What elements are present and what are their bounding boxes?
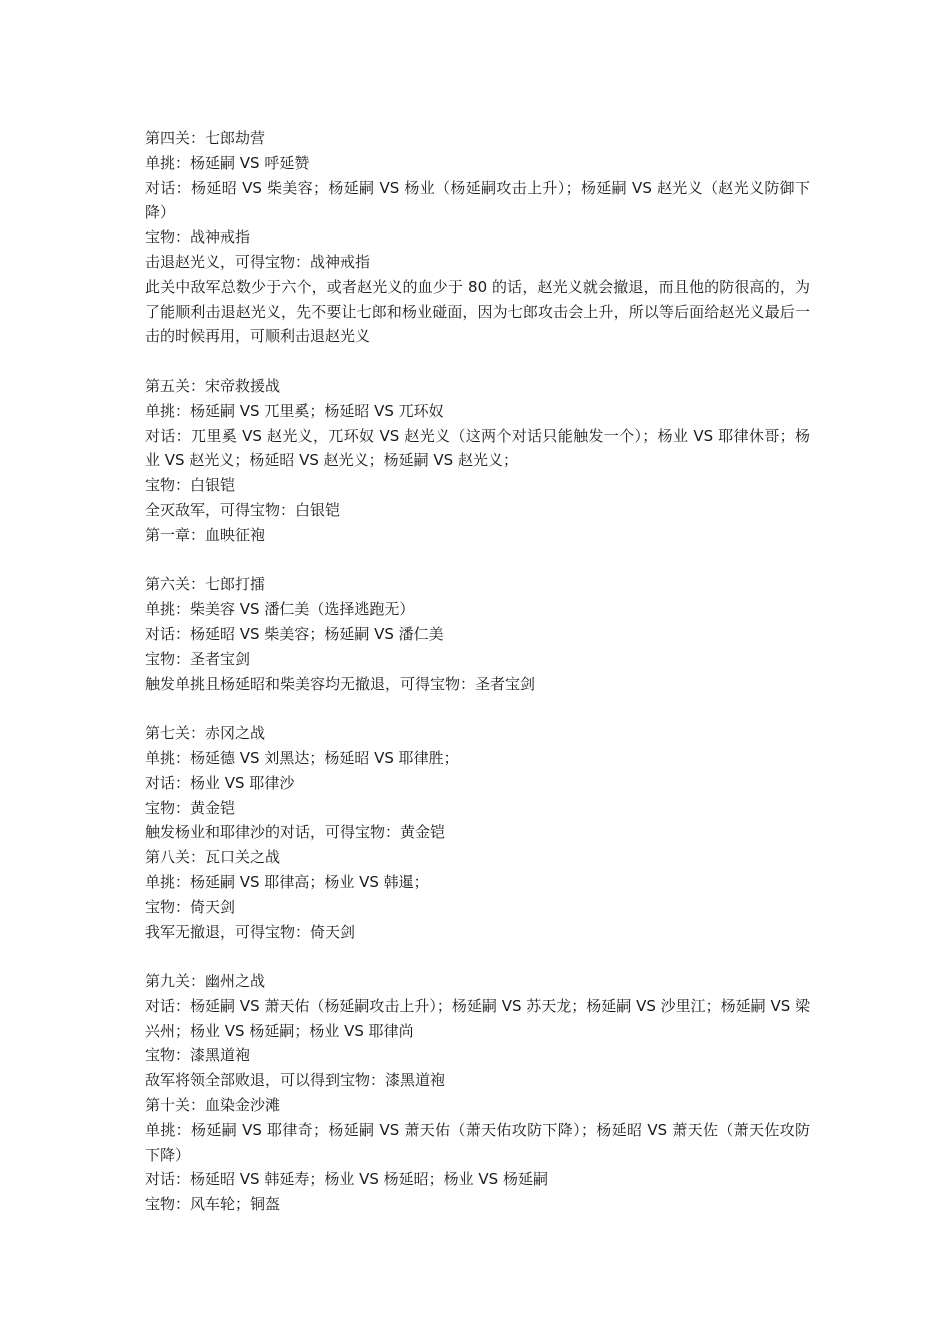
level-7-condition: 触发杨业和耶律沙的对话，可得宝物：黄金铠 <box>145 823 446 842</box>
level-8-title: 第八关：瓦口关之战 <box>145 848 281 867</box>
level-5-title: 第五关：宋帝救援战 <box>145 376 281 395</box>
level-6-treasure: 宝物：圣者宝剑 <box>145 649 251 668</box>
level-4-condition: 击退赵光义，可得宝物：战神戒指 <box>145 252 371 271</box>
level-5-dialogue: 对话：兀里奚 VS 赵光义，兀环奴 VS 赵光义（这两个对话只能触发一个）；杨业 VS 耶律休哥；杨业 VS 赵光义；杨延昭 VS 赵光义；杨延嗣 VS 赵光义； <box>145 426 810 470</box>
level-6-condition: 触发单挑且杨延昭和柴美容均无撤退，可得宝物：圣者宝剑 <box>145 674 536 693</box>
blank-line <box>145 349 810 374</box>
level-4-dialogue: 对话：杨延昭 VS 柴美容；杨延嗣 VS 杨业（杨延嗣攻击上升）；杨延嗣 VS 赵光义（赵光义防御下降） <box>145 178 810 222</box>
blank-line <box>145 696 810 721</box>
level-7-treasure: 宝物：黄金铠 <box>145 798 236 817</box>
blank-line <box>145 548 810 573</box>
blank-line <box>145 944 810 969</box>
level-5-condition: 全灭敌军，可得宝物：白银铠 <box>145 500 341 519</box>
level-9-title: 第九关：幽州之战 <box>145 972 266 991</box>
level-10-title: 第十关：血染金沙滩 <box>145 1096 281 1115</box>
chapter-1-title: 第一章：血映征袍 <box>145 525 266 544</box>
level-7-title: 第七关：赤冈之战 <box>145 724 266 743</box>
level-10-treasure: 宝物：风车轮；铜盔 <box>145 1195 281 1214</box>
level-4-duel: 单挑：杨延嗣 VS 呼延赞 <box>145 153 310 172</box>
level-9-treasure: 宝物：漆黑道袍 <box>145 1046 251 1065</box>
level-8-condition: 我军无撤退，可得宝物：倚天剑 <box>145 922 356 941</box>
level-4-title: 第四关：七郎劫营 <box>145 129 266 147</box>
level-10-duel: 单挑：杨延嗣 VS 耶律奇；杨延嗣 VS 萧天佑（萧天佑攻防下降）；杨延昭 VS 萧天佐（萧天佐攻防下降） <box>145 1120 810 1164</box>
level-10-dialogue: 对话：杨延昭 VS 韩延寿；杨业 VS 杨延昭；杨业 VS 杨延嗣 <box>145 1170 548 1189</box>
level-6-title: 第六关：七郎打擂 <box>145 575 266 594</box>
level-4-note: 此关中敌军总数少于六个，或者赵光义的血少于 80 的话，赵光义就会撤退，而且他的防很高的，为了能顺利击退赵光义，先不要让七郎和杨业碰面，因为七郎攻击会上升，所以等后面给赵光义最后一击的时候再用，可顺利击退赵光义 <box>145 277 810 346</box>
level-8-duel: 单挑：杨延嗣 VS 耶律高；杨业 VS 韩暹； <box>145 872 429 891</box>
level-7-duel: 单挑：杨延德 VS 刘黑达；杨延昭 VS 耶律胜； <box>145 748 459 767</box>
level-8-treasure: 宝物：倚天剑 <box>145 897 236 916</box>
level-9-dialogue: 对话：杨延嗣 VS 萧天佑（杨延嗣攻击上升）；杨延嗣 VS 苏天龙；杨延嗣 VS 沙里江；杨延嗣 VS 梁兴州；杨业 VS 杨延嗣；杨业 VS 耶律尚 <box>145 996 810 1040</box>
level-6-dialogue: 对话：杨延昭 VS 柴美容；杨延嗣 VS 潘仁美 <box>145 624 444 643</box>
document-page <box>145 126 810 1217</box>
level-5-duel: 单挑：杨延嗣 VS 兀里奚；杨延昭 VS 兀环奴 <box>145 401 444 420</box>
level-4-treasure: 宝物：战神戒指 <box>145 228 251 247</box>
level-9-condition: 敌军将领全部败退，可以得到宝物：漆黑道袍 <box>145 1071 446 1090</box>
level-6-duel: 单挑：柴美容 VS 潘仁美（选择逃跑无） <box>145 600 415 619</box>
level-5-treasure: 宝物：白银铠 <box>145 476 236 495</box>
level-7-dialogue: 对话：杨业 VS 耶律沙 <box>145 773 295 792</box>
